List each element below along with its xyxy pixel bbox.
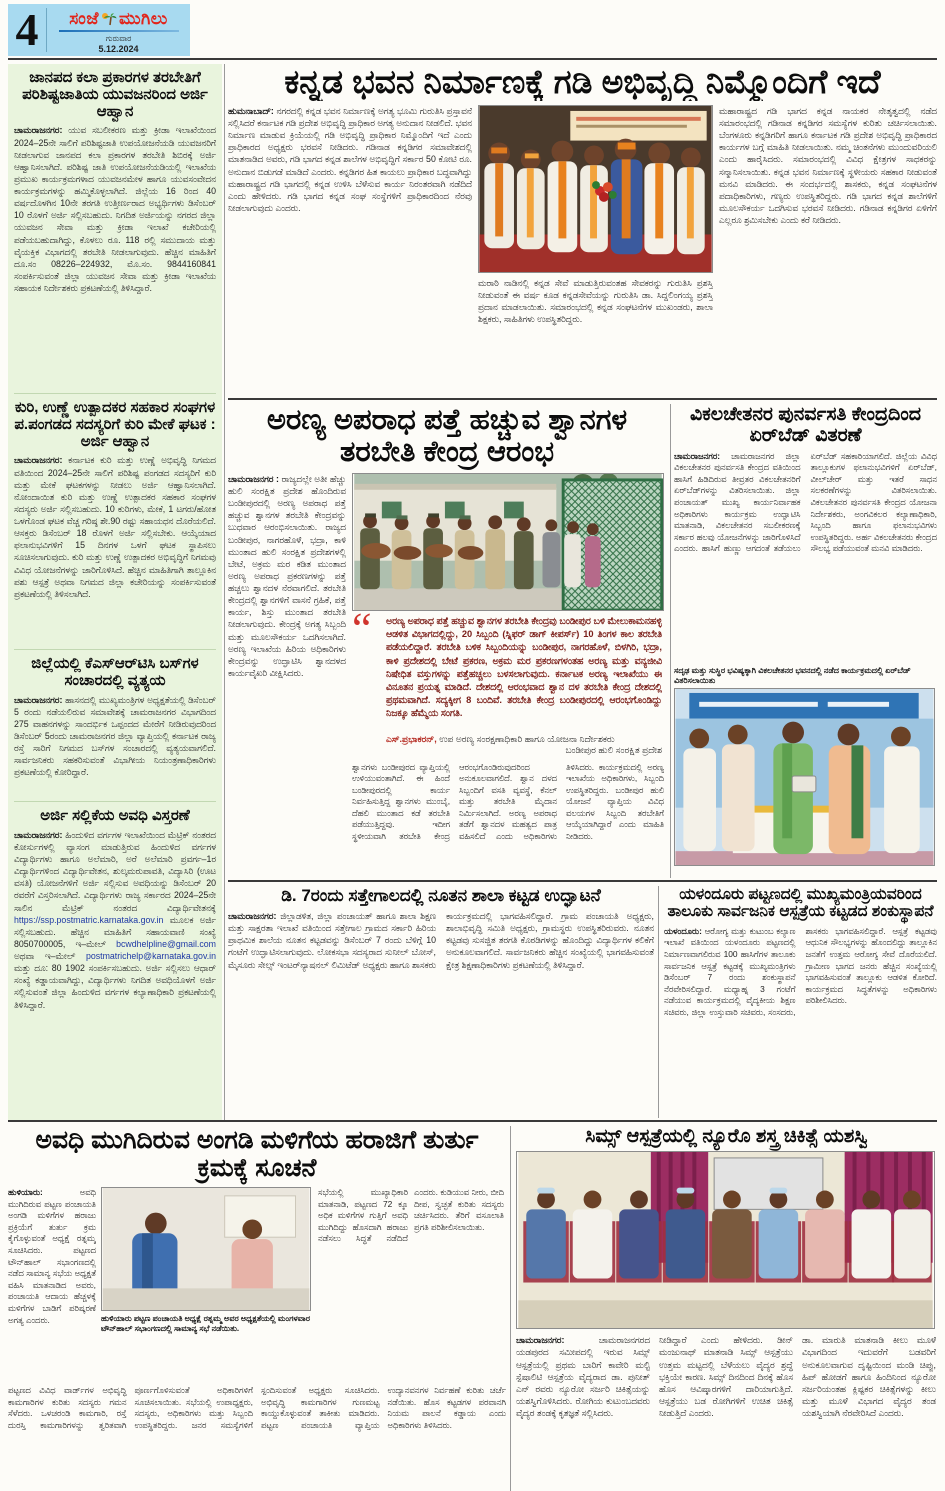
section-rule [8, 1120, 937, 1122]
article-headline: ಸಿಮ್ಸ್ ಆಸ್ಪತ್ರೆಯಲ್ಲಿ ನ್ಯೂರೊ ಶಸ್ತ್ರ ಚಿಕಿತ್ಸೆ ಯಶಸ್ವಿ [585, 1126, 868, 1147]
article-body-bottom: ಶ್ವಾನಗಳು ಬಂಡೀಪುರದ ವ್ಯಾಪ್ತಿಯಲ್ಲಿ ಉಳಿಯುವಂತಾಗಿದೆ. ಈ ಹಿಂದೆ ಬಂಡೀಪುರದಲ್ಲಿ ಕಾರ್ಯ ನಿರ್ವಹಿಸುತ್ತಿದ್ದ ಶ್ವಾನಗಳು ಮುಂಬೈ, ದೆಹಲಿ ಮುಂತಾದ ಕಡೆ ತರಬೇತಿ ಪಡೆಯುತ್ತಿದ್ದವು. ಇದೀಗ ಸ್ಥಳೀಯವಾಗಿ ತರಬೇತಿ ಕೇಂದ್ರ ಆರಂಭಗೊಂಡಿರುವುದರಿಂದ ಅನುಕೂಲವಾಗಲಿದೆ. ಶ್ವಾನ ದಳದ ಸಿಬ್ಬಂದಿಗೆ ವಸತಿ ವ್ಯವಸ್ಥೆ, ಕೆನಲ್ ಮತ್ತು ತರಬೇತಿ ಮೈದಾನ ನಿರ್ಮಿಸಲಾಗಿದೆ. ಅರಣ್ಯ ಅಪರಾಧ ತಡೆಗೆ ಶ್ವಾನದಳ ಮಹತ್ವದ ಪಾತ್ರ ವಹಿಸಲಿದೆ ಎಂದು ಅಧಿಕಾರಿಗಳು ತಿಳಿಸಿದರು. ಕಾರ್ಯಕ್ರಮದಲ್ಲಿ ಅರಣ್ಯ ಇಲಾಖೆಯ ಅಧಿಕಾರಿಗಳು, ಸಿಬ್ಬಂದಿ ಉಪಸ್ಥಿತರಿದ್ದರು. ಬಂಡೀಪುರ ಹುಲಿ ಯೋಜನೆ ವ್ಯಾಪ್ತಿಯ ವಿವಿಧ ವಲಯಗಳ ಸಿಬ್ಬಂದಿ ತರಬೇತಿಗೆ ಆಯ್ಕೆಯಾಗಿದ್ದಾರೆ ಎಂದು ಮಾಹಿತಿ ನೀಡಿದರು. [352, 761, 664, 841]
article-headline: ಅವಧಿ ಮುಗಿದಿರುವ ಅಂಗಡಿ ಮಳಿಗೆಯ ಹರಾಜಿಗೆ ತುರ್ತು ಕ್ರಮಕ್ಕೆ ಸೂಚನೆ [35, 1126, 479, 1182]
article-body: ಅವಧಿ ಮುಗಿದಿರುವ ಪಟ್ಟಣ ಪಂಚಾಯತಿ ಅಂಗಡಿ ಮಳಿಗೆಗಳ ಹರಾಜು ಪ್ರಕ್ರಿಯೆಗೆ ತುರ್ತು ಕ್ರಮ ಕೈಗೊಳ್ಳುವಂತೆ ಅಧ್ಯಕ್ಷೆ ರತ್ನಮ್ಮ ಸೂಚಿಸಿದರು. ಪಟ್ಟಣದ ಟೌನ್‌ಹಾಲ್ ಸಭಾಂಗಣದಲ್ಲಿ ನಡೆದ ಸಾಮಾನ್ಯ ಸಭೆಯ ಅಧ್ಯಕ್ಷತೆ ವಹಿಸಿ ಮಾತನಾಡಿದ ಅವರು, ಪಂಚಾಯತಿ ಆದಾಯ ಹೆಚ್ಚಳಕ್ಕೆ ಮಳಿಗೆಗಳ ಬಾಡಿಗೆ ಪರಿಷ್ಕರಣೆ ಅಗತ್ಯ ಎಂದರು. [8, 1187, 96, 1325]
article-headline: ಜಾನಪದ ಕಲಾ ಪ್ರಕಾರಗಳ ತರಬೇತಿಗೆ ಪರಿಶಿಷ್ಟಜಾತಿಯ ಯುವಜನರಿಂದ ಅರ್ಜಿ ಆಹ್ವಾನ [22, 69, 208, 120]
scholarship-portal-url: https://ssp.postmatric.karnataka.gov.in [14, 914, 164, 925]
article-body: ಚಾಮರಾಜನಗರದ ಯಡಪುರದ ಸಮೀಪದಲ್ಲಿ ಇರುವ ಸಿಮ್ಸ್ ಆಸ್ಪತ್ರೆಯಲ್ಲಿ ಪ್ರಥಮ ಬಾರಿಗೆ ಕಾವೇರಿ ಮಲ್ಟಿ ಸ್ಪೆಷಾಲಿಟಿ ಆಸ್ಪತ್ರೆಯ ವೈದ್ಯರಾದ ಡಾ. ಪುನೀತ್ ಎನ್ ರವರು ನ್ಯೂರೋ ಸರ್ಜರಿ ಚಿಕಿತ್ಸೆಯನ್ನು ಯಶಸ್ವಿಗೊಳಿಸಿದರು. ರೋಗಿಯ ಕುಟುಂಬದವರು ವೈದ್ಯರ ತಂಡಕ್ಕೆ ಕೃತಜ್ಞತೆ ಸಲ್ಲಿಸಿದರು. [516, 1335, 650, 1419]
article-body: ಯುವ ಸಬಲೀಕರಣ ಮತ್ತು ಕ್ರೀಡಾ ಇಲಾಖೆಯಿಂದ 2024–25ನೇ ಸಾಲಿಗೆ ಪರಿಶಿಷ್ಟಜಾತಿ ಉಪಯೋಜನೆಯಡಿ ಯುವಜನರಿಗೆ ನೀಡಲಾಗುವ ಜಾನಪದ ಕಲಾ ಪ್ರಕಾರಗಳ ತರಬೇತಿ ಶಿಬಿರಕ್ಕೆ ಅರ್ಜಿ ಆಹ್ವಾನಿಸಲಾಗಿದೆ. ಪರಿಶಿಷ್ಟ ಜಾತಿ ಉಪಯೋಜನೆಯಡಿಯಲ್ಲಿ ಇಲಾಖೆಯ ಪ್ರಮುಖ ಕಾರ್ಯಕ್ರಮಗಳಾದ ಯುವಜನಮೇಳ ಹಾಗೂ ಯುವಸಂವೇದನ ಕಾರ್ಯಕ್ರಮಗಳನ್ನು ಹಮ್ಮಿಕೊಳ್ಳಲಾಗಿದೆ. ಜಿಲ್ಲೆಯ 16 ರಿಂದ 40 ವರ್ಷದೊಳಗಿನ 10ನೇ ತರಗತಿ ಉತ್ತೀರ್ಣರಾದ ಅಭ್ಯರ್ಥಿಗಳು ಡಿಸೆಂಬರ್ 10 ರೊಳಗೆ ಅರ್ಜಿ ಸಲ್ಲಿಸಬಹುದು. ನಿಗದಿತ ಅರ್ಜಿಯನ್ನು ನಗರದ ಜಿಲ್ಲಾ ಯುವಜನ ಸೇವಾ ಮತ್ತು ಕ್ರೀಡಾ ಇಲಾಖೆ ಕಚೇರಿಯಲ್ಲಿ ಪಡೆಯಬಹುದಾಗಿದ್ದು, ಕೊಳಲು ರೂ. 118 ರಲ್ಲಿ ಸಮುದಾಯ ಮತ್ತು ವೈಯಕ್ತಿಕ ವಿಭಾಗದಲ್ಲಿ ತರಬೇತಿ ನೀಡಲಾಗುವುದು. ಹೆಚ್ಚಿನ ಮಾಹಿತಿಗೆ ದೂ.ಸಂ 08226–224932, ಮೊ.ಸಂ. 9844160841 ಸಂಪರ್ಕಿಸುವಂತೆ ಜಿಲ್ಲಾ ಯುವಜನ ಸೇವಾ ಮತ್ತು ಕ್ರೀಡಾ ಇಲಾಖೆಯ ಸಹಾಯಕ ನಿರ್ದೇಶಕರು ಪ್ರಕಟಣೆಯಲ್ಲಿ ತಿಳಿಸಿದ್ದಾರೆ. [14, 125, 216, 294]
column-rule [670, 404, 671, 878]
article-column-3: ಡಾ. ಮಾರುತಿ ಮಾತನಾಡಿ ಕೀಲು ಮೂಳೆ ವಿಭಾಗದಿಂದ ಇದುವರೆಗೆ ಬಡವರಿಗೆ ಅನುಕೂಲವಾಗುವ ದೃಷ್ಟಿಯಿಂದ ಮಂಡಿ ಚಿಪ್ಪು, ಹಿಪ್ ಹೋಡಗೆ ಹಾಗೂ ಹಿಂದಿನಿಂದ ನ್ಯೂರೋ ಸರ್ಜರಿಯಂತಹ ಕ್ಲಿಷ್ಟಕರ ಚಿಕಿತ್ಸೆಗಳನ್ನು ಕೀಲು ಮತ್ತು ಮೂಳೆ ವಿಭಾಗದ ವೈದ್ಯರ ತಂಡ ಯಶಸ್ವಿಯಾಗಿ ನೆರವೇರಿಸಿದೆ ಎಂದರು. [802, 1335, 936, 1419]
article-neuro-surgery [516, 1126, 937, 1491]
article-column-2 [478, 105, 713, 381]
dateline: ಚಾಮರಾಜನಗರ: [674, 450, 721, 461]
dateline: ಚಾಮರಾಜನಗರ: [14, 829, 63, 840]
masthead [8, 4, 190, 56]
article-headline: ಅರಣ್ಯ ಅಪರಾಧ ಪತ್ತೆ ಹಚ್ಚುವ ಶ್ವಾನಗಳ ತರಬೇತಿ ಕೇಂದ್ರ ಆರಂಭ [266, 404, 628, 469]
photo-caption: ಹುಳಿಯಾರು ಪಟ್ಟಣ ಪಂಚಾಯತಿ ಅಧ್ಯಕ್ಷೆ ರತ್ನಮ್ಮ ಅವರ ಅಧ್ಯಕ್ಷತೆಯಲ್ಲಿ ಮಂಗಳವಾರ ಟೌನ್‌ಹಾಲ್ ಸಭಾಂಗಣದಲ್ಲಿ ಸಾಮಾನ್ಯ ಸಭೆ ನಡೆಯಿತು. [101, 1314, 310, 1334]
dog-training-centre-photo [352, 473, 664, 611]
article-headline: ಜಿಲ್ಲೆಯಲ್ಲಿ ಕೆಎಸ್‌ಆರ್‌ಟಿಸಿ ಬಸ್‌ಗಳ ಸಂಚಾರದಲ್ಲಿ ವ್ಯತ್ಯಯ [31, 655, 199, 689]
article-body: ಚಾಮರಾಜನಗರ ಜಿಲ್ಲಾ ವಿಕಲಚೇತನರ ಪುನರ್ವಸತಿ ಕೇಂದ್ರದ ವತಿಯಿಂದ ಹಾಸಿಗೆ ಹಿಡಿದಿರುವ ತೀವ್ರತರ ವಿಕಲಚೇತನರಿಗೆ ಏರ್‌ಬೆಡ್‌ಗಳನ್ನು ವಿತರಿಸಲಾಯಿತು. ಜಿಲ್ಲಾ ಪಂಚಾಯತ್ ಮುಖ್ಯ ಕಾರ್ಯನಿರ್ವಾಹಕ ಅಧಿಕಾರಿಗಳು ಕಾರ್ಯಕ್ರಮ ಉದ್ಘಾಟಿಸಿ ಮಾತನಾಡಿ, ವಿಕಲಚೇತನರ ಸಬಲೀಕರಣಕ್ಕೆ ಸರ್ಕಾರ ಹಲವು ಯೋಜನೆಗಳನ್ನು ಜಾರಿಗೊಳಿಸಿದೆ ಎಂದರು. ಹಾಸಿಗೆ ಹುಣ್ಣು ಆಗದಂತೆ ತಡೆಯಲು ಏರ್‌ಬೆಡ್ ಸಹಕಾರಿಯಾಗಲಿದೆ. ಜಿಲ್ಲೆಯ ವಿವಿಧ ತಾಲ್ಲೂಕುಗಳ ಫಲಾನುಭವಿಗಳಿಗೆ ಏರ್‌ಬೆಡ್, ವೀಲ್‌ಚೇರ್ ಮತ್ತು ಇತರೆ ಸಾಧನ ಸಲಕರಣೆಗಳನ್ನು ವಿತರಿಸಲಾಯಿತು. ವಿಕಲಚೇತನರ ಪುನರ್ವಸತಿ ಕೇಂದ್ರದ ಯೋಜನಾ ನಿರ್ದೇಶಕರು, ಅಂಗವಿಕಲರ ಕಲ್ಯಾಣಾಧಿಕಾರಿ, ಸಿಬ್ಬಂದಿ ಹಾಗೂ ಫಲಾನುಭವಿಗಳು ಉಪಸ್ಥಿತರಿದ್ದರು. ಅರ್ಹ ವಿಕಲಚೇತನರು ಕೇಂದ್ರದ ಸೌಲಭ್ಯ ಪಡೆಯುವಂತೆ ಮನವಿ ಮಾಡಿದರು. [674, 450, 937, 554]
article-body-bottom: ಪಟ್ಟಣದ ವಿವಿಧ ವಾರ್ಡ್‌ಗಳ ಅಭಿವೃದ್ಧಿ ಕಾಮಗಾರಿಗಳ ಕುರಿತು ಸದಸ್ಯರು ಗಮನ ಸೆಳೆದರು. ಒಳಚರಂಡಿ ಕಾಮಗಾರಿ, ರಸ್ತೆ ದುರಸ್ತಿ ಕಾಮಗಾರಿಗಳನ್ನು ತ್ವರಿತವಾಗಿ ಪೂರ್ಣಗೊಳಿಸುವಂತೆ ಅಧಿಕಾರಿಗಳಿಗೆ ಸೂಚಿಸಲಾಯಿತು. ಸಭೆಯಲ್ಲಿ ಉಪಾಧ್ಯಕ್ಷರು, ಸದಸ್ಯರು, ಅಧಿಕಾರಿಗಳು ಮತ್ತು ಸಿಬ್ಬಂದಿ ಉಪಸ್ಥಿತರಿದ್ದರು. ಜನರ ಸಮಸ್ಯೆಗಳಿಗೆ ಸ್ಪಂದಿಸುವಂತೆ ಅಧ್ಯಕ್ಷರು ಸೂಚಿಸಿದರು. ಅಭಿವೃದ್ಧಿ ಕಾಮಗಾರಿಗಳ ಗುಣಮಟ್ಟ ಕಾಯ್ದುಕೊಳ್ಳುವಂತೆ ತಾಕೀತು ಮಾಡಿದರು. ಪಟ್ಟಣ ಪಂಚಾಯತಿ ವ್ಯಾಪ್ತಿಯ ಉದ್ಯಾನವನಗಳ ನಿರ್ವಹಣೆ ಕುರಿತು ಚರ್ಚೆ ನಡೆಯಿತು. ಹೊಸ ಕಟ್ಟಡಗಳ ಪರವಾನಗಿ ನಿಯಮ ಪಾಲನೆ ಕಡ್ಡಾಯ ಎಂದು ಅಧಿಕಾರಿಗಳು ತಿಳಿಸಿದರು. [8, 1385, 506, 1430]
article-body: ರಾಜ್ಯದಲ್ಲೇ ಅತೀ ಹೆಚ್ಚು ಹುಲಿ ಸಂರಕ್ಷಿತ ಪ್ರದೇಶ ಹೊಂದಿರುವ ಬಂಡೀಪುರದಲ್ಲಿ ಅರಣ್ಯ ಅಪರಾಧ ಪತ್ತೆ ಹಚ್ಚುವ ಶ್ವಾನಗಳ ತರಬೇತಿ ಕೇಂದ್ರವನ್ನು ಬುಧವಾರ ಆರಂಭಿಸಲಾಯಿತು. ರಾಜ್ಯದ ಬಂಡೀಪುರ, ನಾಗರಹೊಳೆ, ಭದ್ರಾ, ಕಾಳಿ ಮುಂತಾದ ಹುಲಿ ಸಂರಕ್ಷಿತ ಪ್ರದೇಶಗಳಲ್ಲಿ ಬೇಟೆ, ಅಕ್ರಮ ಮರ ಕಡಿತ ಮುಂತಾದ ಅರಣ್ಯ ಅಪರಾಧ ಪ್ರಕರಣಗಳನ್ನು ಪತ್ತೆ ಹಚ್ಚಲು ಶ್ವಾನದಳ ನೆರವಾಗಲಿದೆ. ತರಬೇತಿ ಕೇಂದ್ರದಲ್ಲಿ ಶ್ವಾನಗಳಿಗೆ ವಾಸನೆ ಗ್ರಹಿಕೆ, ಪತ್ತೆ ಕಾರ್ಯ, ಶಿಸ್ತು ಮುಂತಾದ ತರಬೇತಿ ನೀಡಲಾಗುವುದು. ಕೇಂದ್ರಕ್ಕೆ ಅಗತ್ಯ ಸಿಬ್ಬಂದಿ ಮತ್ತು ಮೂಲಸೌಕರ್ಯ ಒದಗಿಸಲಾಗಿದೆ. ಅರಣ್ಯ ಇಲಾಖೆಯ ಹಿರಿಯ ಅಧಿಕಾರಿಗಳು ಕೇಂದ್ರವನ್ನು ಉದ್ಘಾಟಿಸಿ ಶ್ವಾನದಳದ ಕಾರ್ಯವೈಖರಿ ವೀಕ್ಷಿಸಿದರು. [228, 473, 346, 678]
photo-caption: ಸದೃಢ ಮತ್ತು ಸುಸ್ಥಿರ ಭವಿಷ್ಯಕ್ಕಾಗಿ ವಿಕಲಚೇತನರ ಭವನದಲ್ಲಿ ನಡೆದ ಕಾರ್ಯಕ್ರಮದಲ್ಲಿ ಏರ್‌ಬೆಡ್ ವಿತರಿಸಲಾಯಿತು [674, 665, 911, 685]
quote-attribution-name: ಎಸ್.ಪ್ರಭಾಕರನ್, [386, 733, 437, 744]
article-body: ಮತ್ತು ದೂ: 80 1902 ಸಂಪರ್ಕಿಸಬಹುದು. ಅರ್ಜಿ ಸಲ್ಲಿಸಲು ಆಧಾರ್ ಸಂಖ್ಯೆ ಕಡ್ಡಾಯವಾಗಿದ್ದು, ವಿದ್ಯಾರ್ಥಿಗಳು ನಿಗದಿತ ಅವಧಿಯೊಳಗೆ ಅರ್ಜಿ ಸಲ್ಲಿಸುವಂತೆ ಜಿಲ್ಲಾ ಹಿಂದುಳಿದ ವರ್ಗಗಳ ಕಲ್ಯಾಣಾಧಿಕಾರಿ ಪ್ರಕಟಣೆಯಲ್ಲಿ ತಿಳಿಸಿದ್ದಾರೆ. [14, 963, 216, 1010]
logo-word-2: ಮುಗಿಲು [118, 8, 168, 28]
dateline: ಚಾಮರಾಜನಗರ: [14, 125, 63, 136]
dateline: ಚಾಮರಾಜನಗರ: [14, 455, 63, 466]
column-rule [658, 886, 659, 1118]
kannada-bhavan-event-photo [478, 105, 713, 273]
article-column-3: ಮಹಾರಾಷ್ಟ್ರದ ಗಡಿ ಭಾಗದ ಕನ್ನಡ ನಾಯಕರ ನೇತೃತ್ವದಲ್ಲಿ ನಡೆದ ಸಮಾರಂಭದಲ್ಲಿ ಗಡಿನಾಡ ಕನ್ನಡಿಗರ ಸಮಸ್ಯೆಗಳ ಕುರಿತು ಚರ್ಚಿಸಲಾಯಿತು. ಬೆಂಗಳೂರು ಕನ್ನಡಿಗರಿಗೆ ಹಾಗೂ ಕರ್ನಾಟಕ ಗಡಿ ಪ್ರದೇಶ ಅಭಿವೃದ್ಧಿ ಪ್ರಾಧಿಕಾರದ ಕಾರ್ಯಗಳ ಬಗ್ಗೆ ಮಾಹಿತಿ ನೀಡಲಾಯಿತು. ನಮ್ಮ ಚಿಂತನೆಗಳು ಮುಂದುವರಿಯಲಿ ಎಂದು ಹಾರೈಸಿದರು. ಸಮಾರಂಭದಲ್ಲಿ ವಿವಿಧ ಕ್ಷೇತ್ರಗಳ ಸಾಧಕರನ್ನು ಸನ್ಮಾನಿಸಲಾಯಿತು. ಕನ್ನಡ ಭವನ ನಿರ್ಮಾಣಕ್ಕೆ ಸ್ಥಳೀಯರು ಸಹಕಾರ ನೀಡುವಂತೆ ಮನವಿ ಮಾಡಿದರು. ಈ ಸಂದರ್ಭದಲ್ಲಿ ಶಾಸಕರು, ಕನ್ನಡ ಸಂಘಟನೆಗಳ ಪದಾಧಿಕಾರಿಗಳು, ಗಣ್ಯರು ಉಪಸ್ಥಿತರಿದ್ದರು. ಗಡಿ ಭಾಗದ ಕನ್ನಡ ಶಾಲೆಗಳಿಗೆ ಮೂಲಸೌಕರ್ಯ ಒದಗಿಸುವ ಭರವಸೆ ನೀಡಿದರು. ಗಡಿನಾಡ ಕನ್ನಡಿಗರ ಏಳಿಗೆಗೆ ಎಲ್ಲರೂ ಶ್ರಮಿಸಬೇಕು ಎಂದು ಕರೆ ನೀಡಿದರು. [719, 105, 937, 226]
weekday-label: ಗುರುವಾರ [105, 33, 132, 43]
article-column-right [352, 473, 664, 871]
dateline: ಚಾಮರಾಜನಗರ: [14, 694, 63, 705]
article-ksrtc [14, 654, 216, 802]
pull-quote [352, 603, 664, 758]
quote-attribution-role-2: ಬಂಡೀಪುರ ಹುಲಿ ಸಂರಕ್ಷಿತ ಪ್ರದೇಶ [565, 744, 662, 755]
article-headline: ಕನ್ನಡ ಭವನ ನಿರ್ಮಾಣಕ್ಕೆ ಗಡಿ ಅಭಿವೃದ್ಧಿ ನಿಮ್ಮೊಂದಿಗೆ ಇದೆ [284, 64, 881, 100]
helpline-email: bcwdhelpline@gmail.com [116, 938, 216, 949]
article-column-1 [228, 105, 472, 381]
article-body: ಮೂಲಕ ಅರ್ಜಿ ಸಲ್ಲಿಸಬಹುದು. ಹೆಚ್ಚಿನ ಮಾಹಿತಿಗೆ ಸಹಾಯವಾಣಿ ಸಂಖ್ಯೆ 8050700005, ಇ–ಮೇಲ್ [14, 914, 216, 949]
quote-text: ಅರಣ್ಯ ಅಪರಾಧ ಪತ್ತೆ ಹಚ್ಚುವ ಶ್ವಾನಗಳ ತರಬೇತಿ ಕೇಂದ್ರವು ಬಂಡೀಪುರ ಬಳಿ ಮೇಲುಕಾಮನಹಳ್ಳಿ ಆಡಳಿತ ವಿಭಾಗದಲ್ಲಿದ್ದು, 20 ಸಿಬ್ಬಂದಿ (ಸ್ನಿಫರ್ ಡಾಗ್ ಕೀಪರ್ಸ್) 10 ತಿಂಗಳ ಕಾಲ ತರಬೇತಿ ಪಡೆಯಲಿದ್ದಾರೆ. ತರಬೇತಿ ಬಳಿಕ ಸಿಬ್ಬಂದಿಯನ್ನು ಬಂಡೀಪುರ, ನಾಗರಹೊಳೆ, ಬಿಳಗಿರಿ, ಭದ್ರಾ, ಕಾಳಿ ಪ್ರದೇಶದಲ್ಲಿ ಬೇಟೆ ಪ್ರಕರಣ, ಅಕ್ರಮ ಮರ ಪ್ರಕರಣಗಳಂತಹ ಅರಣ್ಯ ಮತ್ತು ವನ್ಯಜೀವಿ ನಿಷೇಧಿತ ವಸ್ತುಗಳನ್ನು ಪತ್ತೆಹಚ್ಚಲು ಬಳಸಲಾಗುವುದು. ಕರ್ನಾಟಕ ಅರಣ್ಯ ಇಲಾಖೆಯು ಈ ವಿನೂತನ ಪ್ರಯತ್ನ ಮಾಡಿದೆ. ದೇಶದಲ್ಲಿ ಆರಂಭವಾದ ಶ್ವಾನ ದಳ ತರಬೇತಿ ಕೇಂದ್ರ ದೇಶದಲ್ಲಿ ಪ್ರಥಮವಾಗಿದೆ. ಸದ್ಯಕ್ಕೀಗ 8 ಬಂದಿವೆ. ತರಬೇತಿ ಕೇಂದ್ರ ಬಂಡೀಪುರದಲ್ಲಿ ಆರಂಭಗೊಂಡಿದ್ದು ನಿಜಕ್ಕೂ ಹೆಮ್ಮೆಯ ಸಂಗತಿ. [386, 615, 662, 719]
article-column-left [8, 1187, 96, 1379]
quote-attribution-role: ಉಪ ಅರಣ್ಯ ಸಂರಕ್ಷಣಾಧಿಕಾರಿ ಹಾಗೂ ಯೋಜನಾ ನಿರ್ದೇಶಕರು [439, 733, 615, 744]
article-column-right: ಸಭೆಯಲ್ಲಿ ಮುಖ್ಯಾಧಿಕಾರಿ ಮಾತನಾಡಿ, ಪಟ್ಟಣದ 72 ಕ್ಕೂ ಅಧಿಕ ಮಳಿಗೆಗಳ ಗುತ್ತಿಗೆ ಅವಧಿ ಮುಗಿದಿದ್ದು ಹೊಸದಾಗಿ ಹರಾಜು ನಡೆಸಲು ಸಿದ್ಧತೆ ನಡೆದಿದೆ ಎಂದರು. ಕುಡಿಯುವ ನೀರು, ಬೀದಿ ದೀಪ, ಸ್ವಚ್ಛತೆ ಕುರಿತು ಸದಸ್ಯರು ಚರ್ಚಿಸಿದರು. ತೆರಿಗೆ ವಸೂಲಾತಿ ಪ್ರಗತಿ ಪರಿಶೀಲಿಸಲಾಯಿತು. [318, 1187, 504, 1244]
article-body: ಆರೋಗ್ಯ ಮತ್ತು ಕುಟುಂಬ ಕಲ್ಯಾಣ ಇಲಾಖೆ ವತಿಯಿಂದ ಯಳಂದೂರು ಪಟ್ಟಣದಲ್ಲಿ ನಿರ್ಮಾಣವಾಗಲಿರುವ 100 ಹಾಸಿಗೆಗಳ ತಾಲೂಕು ಸಾರ್ವಜನಿಕ ಆಸ್ಪತ್ರೆ ಕಟ್ಟಡಕ್ಕೆ ಮುಖ್ಯಮಂತ್ರಿಗಳು ಡಿಸೆಂಬರ್ 7 ರಂದು ಶಂಕುಸ್ಥಾಪನೆ ನೆರವೇರಿಸಲಿದ್ದಾರೆ. ಮಧ್ಯಾಹ್ನ 3 ಗಂಟೆಗೆ ನಡೆಯುವ ಕಾರ್ಯಕ್ರಮದಲ್ಲಿ ವೈದ್ಯಕೀಯ ಶಿಕ್ಷಣ ಸಚಿವರು, ಜಿಲ್ಲಾ ಉಸ್ತುವಾರಿ ಸಚಿವರು, ಸಂಸದರು, ಶಾಸಕರು ಭಾಗವಹಿಸಲಿದ್ದಾರೆ. ಆಸ್ಪತ್ರೆ ಕಟ್ಟಡವು ಆಧುನಿಕ ಸೌಲಭ್ಯಗಳನ್ನು ಹೊಂದಲಿದ್ದು ತಾಲ್ಲೂಕಿನ ಜನತೆಗೆ ಉತ್ತಮ ಆರೋಗ್ಯ ಸೇವೆ ದೊರೆಯಲಿದೆ. ಗ್ರಾಮೀಣ ಭಾಗದ ಜನರು ಹೆಚ್ಚಿನ ಸಂಖ್ಯೆಯಲ್ಲಿ ಭಾಗವಹಿಸುವಂತೆ ತಾಲ್ಲೂಕು ಆಡಳಿತ ಕೋರಿದೆ. ಕಾರ್ಯಕ್ರಮದ ಸಿದ್ಧತೆಗಳನ್ನು ಅಧಿಕಾರಿಗಳು ಪರಿಶೀಲಿಸಿದರು. [664, 925, 937, 1017]
masthead-center [47, 4, 190, 56]
article-body: ಹಾಸನದಲ್ಲಿ ಮುಖ್ಯಮಂತ್ರಿಗಳ ಅಧ್ಯಕ್ಷತೆಯಲ್ಲಿ ಡಿಸೆಂಬರ್ 5 ರಂದು ನಡೆಯಲಿರುವ ಸಮಾವೇಶಕ್ಕೆ ಚಾಮರಾಜನಗರ ವಿಭಾಗದಿಂದ 275 ವಾಹನಗಳನ್ನು ಸಾಂದರ್ಭಿಕ ಒಪ್ಪಂದದ ಮೇರೆಗೆ ನೀಡಿರುವುದರಿಂದ ಡಿಸೆಂಬರ್ 5ರಂದು ಚಾಮರಾಜನಗರ ಜಿಲ್ಲಾ ವ್ಯಾಪ್ತಿಯಲ್ಲಿ ಕರ್ನಾಟಕ ರಾಜ್ಯ ರಸ್ತೆ ಸಾರಿಗೆ ನಿಗಮದ ಬಸ್‌ಗಳ ಸಂಚಾರದಲ್ಲಿ ವ್ಯತ್ಯಯವಾಗಲಿದೆ. ಸಾರ್ವಜನಿಕರು ಸಹಕರಿಸುವಂತೆ ವಿಭಾಗೀಯ ನಿಯಂತ್ರಣಾಧಿಕಾರಿಗಳು ಪ್ರಕಟಣೆಯಲ್ಲಿ ಕೋರಿದ್ದಾರೆ. [14, 694, 216, 778]
dateline: ಚಾಮರಾಜನಗರ: [228, 911, 277, 922]
postmatric-email: postmatrichelp@karnataka.gov.in [85, 951, 216, 962]
photo-block [101, 1187, 313, 1379]
article-school-inauguration [228, 886, 654, 1118]
dateline: ಹುಮನಾಬಾದ್: [228, 105, 274, 116]
article-body: ಅಥವಾ ಇ–ಮೇಲ್ [14, 951, 86, 962]
article-kannada-bhavan [228, 64, 937, 398]
quote-icon: “ [352, 603, 372, 653]
town-hall-meeting-photo [101, 1187, 311, 1311]
article-headline: ಅರ್ಜಿ ಸಲ್ಲಿಕೆಯ ಅವಧಿ ವಿಸ್ತರಣೆ [40, 807, 190, 824]
article-headline: ಕುರಿ, ಉಣ್ಣೆ ಉತ್ಪಾದಕರ ಸಹಕಾರ ಸಂಘಗಳ ಪ.ಪಂಗಡದ ಸದಸ್ಯರಿಗೆ ಕುರಿ ಮೇಕೆ ಘಟಕ : ಅರ್ಜಿ ಆಹ್ವಾನ [14, 399, 216, 450]
newspaper-logo [69, 9, 167, 29]
masthead-rule [8, 58, 937, 60]
hospital-doctors-photo [516, 1151, 935, 1329]
article-body: ಮರಾಠಿ ನಾಡಿನಲ್ಲಿ ಕನ್ನಡ ಸೇವೆ ಮಾಡುತ್ತಿರುವಂತಹ ಸೇವಕರನ್ನು ಗುರುತಿಸಿ ಪ್ರಶಸ್ತಿ ನೀಡುವಂತೆ ಈ ವರ್ಷ ಕೂಡ ಕನ್ನಡಸೇವೆಯನ್ನು ಗುರುತಿಸಿ ಡಾ. ಸಿದ್ದಲಿಂಗಯ್ಯ ಪ್ರಶಸ್ತಿ ಪ್ರದಾನ ಮಾಡಲಾಯಿತು. ಸಮಾರಂಭದಲ್ಲಿ ಕನ್ನಡ ಸಂಘಟನೆಗಳ ಮುಖಂಡರು, ಶಾಲಾ ಶಿಕ್ಷಕರು, ಸಾಹಿತಿಗಳು ಉಪಸ್ಥಿತರಿದ್ದರು. [478, 277, 713, 325]
page-number: 4 [15, 4, 39, 55]
article-forest-dog-training [228, 404, 666, 878]
dateline: ಚಾಮರಾಜನಗರ: [516, 1335, 565, 1346]
article-hospital-foundation [664, 886, 937, 1118]
palm-tree-icon [101, 12, 117, 26]
article-headline: ಯಳಂದೂರು ಪಟ್ಟಣದಲ್ಲಿ ಮುಖ್ಯಮಂತ್ರಿಯವರಿಂದ ತಾಲೂಕು ಸಾರ್ವಜನಿಕ ಆಸ್ಪತ್ರೆಯ ಕಟ್ಟಡದ ಶಂಕುಸ್ಥಾಪನೆ [667, 886, 934, 921]
article-folk-training [14, 68, 216, 394]
dateline: ಯಳಂದೂರು: [664, 925, 702, 936]
article-sheep-units [14, 398, 216, 650]
article-headline: ವಿಕಲಚೇತನರ ಪುನರ್ವಸತಿ ಕೇಂದ್ರದಿಂದ ಏರ್‌ಬೆಡ್ ವಿತರಣೆ [689, 404, 922, 447]
article-body: ಹಿಂದುಳಿದ ವರ್ಗಗಳ ಇಲಾಖೆಯಿಂದ ಮೆಟ್ರಿಕ್ ನಂತರದ ಕೋರ್ಸುಗಳಲ್ಲಿ ವ್ಯಾಸಂಗ ಮಾಡುತ್ತಿರುವ ಹಿಂದುಳಿದ ವರ್ಗಗಳ ವಿದ್ಯಾರ್ಥಿಗಳು ಹಾಗೂ ಅಲೆಮಾರಿ, ಅರೆ ಅಲೆಮಾರಿ ಪ್ರವರ್ಗ–1ರ ವಿದ್ಯಾರ್ಥಿಗಳಿಂದ ವಿದ್ಯಾರ್ಥಿವೇತನ, ಶುಲ್ಕಮರುಪಾವತಿ, ವಿದ್ಯಾಸಿರಿ (ಊಟ ವಸತಿ) ಯೋಜನೆಗಳಿಗೆ ಅರ್ಜಿ ಸಲ್ಲಿಸುವ ಅವಧಿಯನ್ನು ಡಿಸೆಂಬರ್ 20 ರವರೆಗೆ ವಿಸ್ತರಿಸಲಾಗಿದೆ. ವಿದ್ಯಾರ್ಥಿಗಳು ರಾಜ್ಯ ಸರ್ಕಾರದ 2024–25ನೇ ಸಾಲಿನ ಮೆಟ್ರಿಕ್ ನಂತರದ ವಿದ್ಯಾರ್ಥಿವೇತನಕ್ಕೆ [14, 829, 216, 913]
article-body: ಕರ್ನಾಟಕ ಕುರಿ ಮತ್ತು ಉಣ್ಣೆ ಅಭಿವೃದ್ಧಿ ನಿಗಮದ ವತಿಯಿಂದ 2024–25ನೇ ಸಾಲಿಗೆ ಪರಿಶಿಷ್ಟ ಪಂಗಡದ ಸದಸ್ಯರಿಗೆ ಕುರಿ ಮತ್ತು ಮೇಕೆ ಘಟಕಗಳನ್ನು ನೀಡಲು ಅರ್ಜಿ ಆಹ್ವಾನಿಸಲಾಗಿದೆ. ನೋಂದಾಯಿತ ಕುರಿ ಮತ್ತು ಉಣ್ಣೆ ಉತ್ಪಾದಕರ ಸಹಕಾರ ಸಂಘಗಳ ಸದಸ್ಯರು ಅರ್ಜಿ ಸಲ್ಲಿಸಬಹುದು. 10 ಕುರಿಗಳು, ಮೇಕೆ, 1 ಟಗರು/ಹೋತ ಒಳಗೊಂಡ ಘಟಕ ವೆಚ್ಚ ಗರಿಷ್ಠ ಶೇ.90 ರಷ್ಟು ಸಹಾಯಧನ ದೊರೆಯಲಿದೆ. ಆಸಕ್ತರು ಡಿಸೆಂಬರ್ 18 ರೊಳಗೆ ಅರ್ಜಿ ಸಲ್ಲಿಸಬೇಕು. ಆಯ್ಕೆಯಾದ ಫಲಾನುಭವಿಗಳಿಗೆ 15 ದಿನಗಳ ಒಳಗೆ ಘಟಕ ಸ್ಥಾಪಿಸಲು ಸೂಚಿಸಲಾಗುವುದು. ಕುರಿ ಮತ್ತು ಉಣ್ಣೆ ಉತ್ಪಾದಕರ ಅಭಿವೃದ್ಧಿಗೆ ನಿಗಮವು ವಿವಿಧ ಯೋಜನೆಗಳನ್ನು ಜಾರಿಗೊಳಿಸಿದೆ. ಹೆಚ್ಚಿನ ಮಾಹಿತಿಗಾಗಿ ತಾಲ್ಲೂಕಿನ ಪಶು ಆಸ್ಪತ್ರೆ ಅಥವಾ ನಿಗಮದ ಜಿಲ್ಲಾ ಕಚೇರಿಯನ್ನು ಸಂಪರ್ಕಿಸುವಂತೆ ಪ್ರಕಟಣೆಯಲ್ಲಿ ತಿಳಿಸಲಾಗಿದೆ. [14, 455, 216, 599]
date-label: 5.12.2024 [98, 43, 139, 54]
article-column-2: ನೀಡಿದ್ದಾರೆ ಎಂದು ಹೇಳಿದರು. ಡೀನ್ ಮಂಜುನಾಥ್ ಮಾತನಾಡಿ ಸಿಮ್ಸ್ ಆಸ್ಪತ್ರೆಯು ಉತ್ತಮ ಮಟ್ಟದಲ್ಲಿ ಬೆಳೆಯಲು ವೈದ್ಯರ ಶ್ರದ್ಧೆ ಭಕ್ತಿಯೇ ಕಾರಣ. ಸಿಮ್ಸ್ ದಿನದಿಂದ ದಿನಕ್ಕೆ ಹೊಸ ಹೊಸ ಆವಿಷ್ಕಾರಗಳಿಗೆ ದಾರಿಯಾಗುತ್ತಿದೆ. ಆಸ್ಪತ್ರೆಯು ಬಡ ರೋಗಿಗಳಿಗೆ ಉಚಿತ ಚಿಕಿತ್ಸೆ ನೀಡುತ್ತಿದೆ ಎಂದರು. [659, 1335, 793, 1419]
article-deadline-extension [14, 806, 216, 1106]
column-rule [224, 64, 225, 1120]
airbed-distribution-photo [674, 688, 935, 866]
section-rule [228, 398, 937, 400]
article-body: ಜಿಲ್ಲಾಡಳಿತ, ಜಿಲ್ಲಾ ಪಂಚಾಯತ್ ಹಾಗೂ ಶಾಲಾ ಶಿಕ್ಷಣ ಮತ್ತು ಸಾಕ್ಷರತಾ ಇಲಾಖೆ ವತಿಯಿಂದ ಸತ್ತೇಗಾಲ ಗ್ರಾಮದ ಸರ್ಕಾರಿ ಹಿರಿಯ ಪ್ರಾಥಮಿಕ ಶಾಲೆಯ ನೂತನ ಕಟ್ಟಡವನ್ನು ಡಿಸೆಂಬರ್ 7 ರಂದು ಬೆಳಿಗ್ಗೆ 10 ಗಂಟೆಗೆ ಉದ್ಘಾಟಿಸಲಾಗುವುದು. ಲೋಕಸಭಾ ಸದಸ್ಯರಾದ ಸುನೀಲ್ ಬೋಸ್, ಮೈಸೂರು ಸೇಲ್ಸ್ ಇಂಟರ್‌ನ್ಯಾಷನಲ್ ಲಿಮಿಟೆಡ್ ಅಧ್ಯಕ್ಷರು ಹಾಗೂ ಶಾಸಕರು ಕಾರ್ಯಕ್ರಮದಲ್ಲಿ ಭಾಗವಹಿಸಲಿದ್ದಾರೆ. ಗ್ರಾಮ ಪಂಚಾಯತಿ ಅಧ್ಯಕ್ಷರು, ಶಾಲಾಭಿವೃದ್ಧಿ ಸಮಿತಿ ಅಧ್ಯಕ್ಷರು, ಗ್ರಾಮಸ್ಥರು ಉಪಸ್ಥಿತರಿರುವರು. ನೂತನ ಕಟ್ಟಡವು ಸುಸಜ್ಜಿತ ತರಗತಿ ಕೊಠಡಿಗಳನ್ನು ಹೊಂದಿದ್ದು ವಿದ್ಯಾರ್ಥಿಗಳ ಕಲಿಕೆಗೆ ಅನುಕೂಲವಾಗಲಿದೆ. ಸಾರ್ವಜನಿಕರು ಹೆಚ್ಚಿನ ಸಂಖ್ಯೆಯಲ್ಲಿ ಭಾಗವಹಿಸುವಂತೆ ಕ್ಷೇತ್ರ ಶಿಕ್ಷಣಾಧಿಕಾರಿಗಳು ಪ್ರಕಟಣೆಯಲ್ಲಿ ತಿಳಿಸಿದ್ದಾರೆ. [228, 911, 654, 970]
article-column-left [228, 473, 346, 871]
logo-underline [59, 30, 179, 32]
article-body: ನಗರದಲ್ಲಿ ಕನ್ನಡ ಭವನ ನಿರ್ಮಾಣಕ್ಕೆ ಅಗತ್ಯ ಭೂಮಿ ಗುರುತಿಸಿ ಪ್ರಸ್ತಾವನೆ ಸಲ್ಲಿಸಿದರೆ ಕರ್ನಾಟಕ ಗಡಿ ಪ್ರದೇಶ ಅಭಿವೃದ್ಧಿ ಪ್ರಾಧಿಕಾರ ಅಗತ್ಯ ಅನುದಾನ ನೀಡಲಿದೆ. ಭವನ ನಿರ್ಮಾಣ ಮಾಡುವ ಕ್ರಿಯೆಯಲ್ಲಿ ಗಡಿ ಅಭಿವೃದ್ಧಿ ಪ್ರಾಧಿಕಾರ ನಿಮ್ಮೊಂದಿಗೆ ಇದೆ ಎಂದು ಪ್ರಾಧಿಕಾರದ ಅಧ್ಯಕ್ಷರು ಭರವಸೆ ನೀಡಿದರು. ಗಡಿನಾಡ ಕನ್ನಡಿಗರ ಸಮಾವೇಶದಲ್ಲಿ ಮಾತನಾಡಿದ ಅವರು, ಗಡಿ ಭಾಗದ ಕನ್ನಡ ಶಾಲೆಗಳ ಅಭಿವೃದ್ಧಿಗೆ ಸರ್ಕಾರ 50 ಕೋಟಿ ರೂ. ಅನುದಾನ ಬಿಡುಗಡೆ ಮಾಡಿದೆ ಎಂದರು. ಕನ್ನಡಿಗರ ಹಿತ ಕಾಯಲು ಪ್ರಾಧಿಕಾರ ಬದ್ಧವಾಗಿದ್ದು ಮಹಾರಾಷ್ಟ್ರದ ಗಡಿ ಭಾಗದಲ್ಲಿ ಕನ್ನಡ ಉಳಿಸಿ ಬೆಳೆಸುವ ಕಾರ್ಯ ನಿರಂತರವಾಗಿ ನಡೆದಿದೆ ಎಂದು ಹೇಳಿದರು. ಗಡಿ ಭಾಗದ ಕನ್ನಡ ಸಂಘ ಸಂಸ್ಥೆಗಳಿಗೆ ಪ್ರಾಧಿಕಾರದಿಂದ ನೆರವು ನೀಡಲಾಗುವುದು ಎಂದರು. [228, 105, 472, 213]
left-column [8, 64, 222, 1120]
dateline: ಚಾಮರಾಜನಗರ : [228, 473, 279, 484]
article-shop-auction [8, 1126, 506, 1491]
dateline: ಹುಳಿಯಾರು: [8, 1187, 43, 1197]
column-rule [510, 1126, 511, 1491]
article-headline: ಡಿ. 7ರಂದು ಸತ್ತೇಗಾಲದಲ್ಲಿ ನೂತನ ಶಾಲಾ ಕಟ್ಟಡ ಉದ್ಘಾಟನೆ [281, 886, 601, 905]
section-rule [228, 880, 937, 882]
article-airbed-distribution [674, 404, 937, 878]
logo-word-1: ಸಂಜೆ [69, 8, 99, 28]
